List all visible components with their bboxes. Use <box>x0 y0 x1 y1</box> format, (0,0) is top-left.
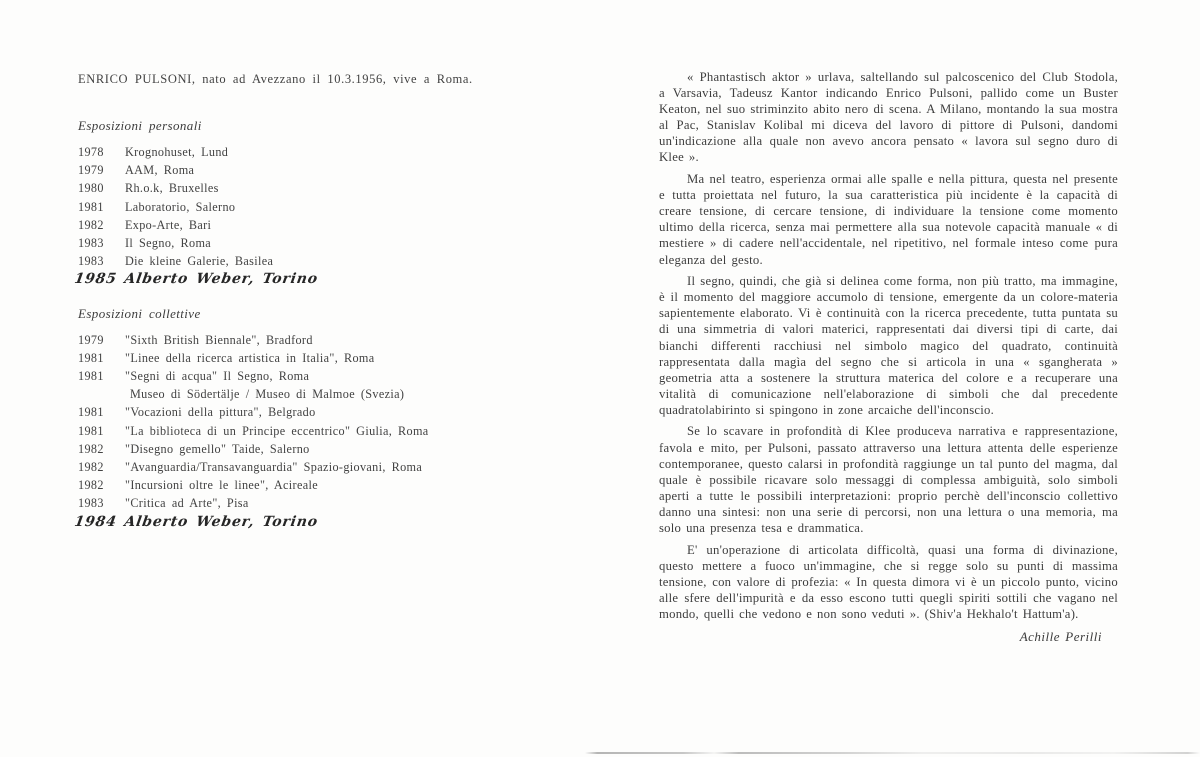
exhibition-row <box>78 422 548 440</box>
exhibition-year: 1982 <box>78 441 104 456</box>
collective-exhibitions-title: Esposizioni collettive <box>78 305 201 321</box>
exhibition-label: "Incursioni oltre le linee", Acireale <box>125 478 318 493</box>
exhibition-row <box>78 331 548 349</box>
exhibition-year: 1981 <box>78 405 104 420</box>
author-signature: Achille Perilli <box>1019 629 1102 645</box>
exhibition-year: 1978 <box>78 145 104 159</box>
exhibition-label: Die kleine Galerie, Basilea <box>125 254 274 269</box>
exhibition-year: 1982 <box>78 460 104 475</box>
exhibition-label: "La biblioteca di un Principe eccentrico" Giulia, Roma <box>125 423 429 438</box>
exhibition-row <box>78 458 548 476</box>
artist-bio-line: ENRICO PULSONI, nato ad Avezzano il 10.3.1956, vive a Roma. <box>78 72 473 86</box>
exhibition-row <box>78 252 548 270</box>
exhibition-year: 1982 <box>78 217 104 232</box>
exhibition-year: 1984 <box>73 513 118 530</box>
exhibition-label: Rh.o.k, Bruxelles <box>125 181 219 196</box>
page-edge-line <box>585 752 1200 754</box>
personal-exhibitions-title: Esposizioni personali <box>78 118 202 133</box>
exhibition-year: 1981 <box>78 369 104 384</box>
exhibition-label: "Avanguardia/Transavanguardia" Spazio-giovani, Roma <box>125 460 423 475</box>
exhibition-year: 1983 <box>78 254 104 269</box>
exhibition-label: "Disegno gemello" Taide, Salerno <box>125 441 310 456</box>
exhibition-label: "Critica ad Arte", Pisa <box>125 496 249 511</box>
exhibition-row <box>78 234 548 252</box>
exhibition-label: AAM, Roma <box>125 163 195 178</box>
exhibition-row <box>78 216 548 234</box>
exhibition-row-handwritten <box>73 270 551 288</box>
exhibition-row <box>78 494 548 512</box>
exhibition-year: 1983 <box>78 236 104 251</box>
exhibition-row <box>78 476 548 494</box>
exhibition-label: "Linee della ricerca artistica in Italia", Roma <box>125 350 375 365</box>
exhibition-row-handwritten <box>73 513 551 531</box>
essay-paragraph: E' un'operazione di articolata difficoltà, quasi una forma di divinazione, questo mettere a fuoco un'immagine, che si regge solo su punti di massima tensione, con valore di profezia: « In questa dimora vi è un piccolo punto, vicino alle sfere dell'impurità e da esso escono tutti quegli spiriti sottili che vagano nel mondo, quelli che vedono e non sono veduti ». (Shiv'a Hekhalo't Hattum'a). <box>659 542 1118 621</box>
essay-paragraph: Ma nel teatro, esperienza ormai alle spalle e nella pittura, questa nel presente e tutta proiettata nel futuro, la sua caratteristica più incidente è la capacità di creare tensione, di cercare tensione, di individuare la tensione come momento ultimo della ricerca, senza mai permettere alla sua notevole capacità manuale « di mestiere » di cadere nell'accidentale, nel ripetitivo, nel formale inteso come pura eleganza del gesto. <box>659 172 1118 267</box>
exhibition-row <box>78 179 548 197</box>
exhibition-row <box>78 440 548 458</box>
exhibition-year: 1979 <box>78 163 104 178</box>
exhibition-row <box>78 367 548 385</box>
essay-paragraph: Il segno, quindi, che già si delinea come forma, non più tratto, ma immagine, è il momento del maggiore accumolo di tensione, emergente da un colore-materia sapientemente elaborato. Vi è continuità con la ricerca precedente, tutta puntata su di una simmetria di valori materici, rappresentati dai diversi tipi di carte, dai bianchi differenti racchiusi nel simbolo magico del quadrato, continuità rappresentata dalla magìa del segno che si articola in una « sgangherata » geometria atta a sostenere la struttura materica del colore e a recuperare una vitalità di comunicazione nell'elaborazione di simboli che dal precedente quadratolabirinto si spingono in zone arcaiche dell'inconscio. <box>659 274 1118 417</box>
exhibition-label: Il Segno, Roma <box>125 236 212 251</box>
exhibition-year: 1985 <box>73 271 118 288</box>
exhibition-label: "Segni di acqua" Il Segno, Roma <box>125 369 310 384</box>
collective-exhibitions-list <box>73 331 548 531</box>
exhibition-row <box>78 403 548 421</box>
exhibition-row <box>78 143 548 161</box>
essay-text <box>659 69 1118 622</box>
exhibition-row <box>78 198 548 216</box>
right-page <box>659 69 1118 645</box>
exhibition-row <box>78 161 548 179</box>
exhibition-label: Alberto Weber, Torino <box>123 513 320 530</box>
exhibition-year: 1982 <box>78 478 104 493</box>
exhibition-row <box>78 349 548 367</box>
exhibition-label: Krognohuset, Lund <box>125 145 229 159</box>
exhibition-label: "Sixth British Biennale", Bradford <box>125 332 313 347</box>
exhibition-year: 1980 <box>78 181 104 196</box>
left-page <box>73 72 548 531</box>
exhibition-year: 1983 <box>78 496 104 511</box>
exhibition-label: Laboratorio, Salerno <box>125 199 236 214</box>
exhibition-label: "Vocazioni della pittura", Belgrado <box>125 405 316 420</box>
exhibition-label: Alberto Weber, Torino <box>123 271 320 288</box>
exhibition-sub-line: Museo di Södertälje / Museo di Malmoe (Svezia) <box>130 387 405 402</box>
exhibition-year: 1981 <box>78 199 104 214</box>
exhibition-year: 1981 <box>78 350 104 365</box>
exhibition-year: 1979 <box>78 332 104 347</box>
exhibition-year: 1981 <box>78 423 104 438</box>
exhibition-label: Expo-Arte, Bari <box>125 217 212 232</box>
personal-exhibitions-list <box>73 143 548 289</box>
essay-paragraph: « Phantastisch aktor » urlava, saltellando sul palcoscenico del Club Stodola, a Varsavia, Tadeusz Kantor indicando Enrico Pulsoni, pallido come un Buster Keaton, nel suo striminzito abito nero di scena. A Milano, montando la sua mostra al Pac, Stanislav Kolibal mi diceva del lavoro di pittore di Pulsoni, dandomi un'indicazione alla quale non avevo ancora pensato « lavora sul segno duro di Klee ». <box>659 70 1118 165</box>
essay-paragraph: Se lo scavare in profondità di Klee produceva narrativa e rappresentazione, favola e mito, per Pulsoni, passato attraverso una lettura attenta delle esperienze contemporanee, questo calarsi in profondità raggiunge un tal punto del magma, dal quale è possibile ricavare solo messaggi di complessa ambiguità, solo simboli aperti a tutte le possibili interpretazioni: proprio perchè dell'inconscio collettivo danno una sintesi: non una serie di percorsi, non una lettura o una memoria, ma solo una presenza tesa e drammatica. <box>659 424 1118 536</box>
